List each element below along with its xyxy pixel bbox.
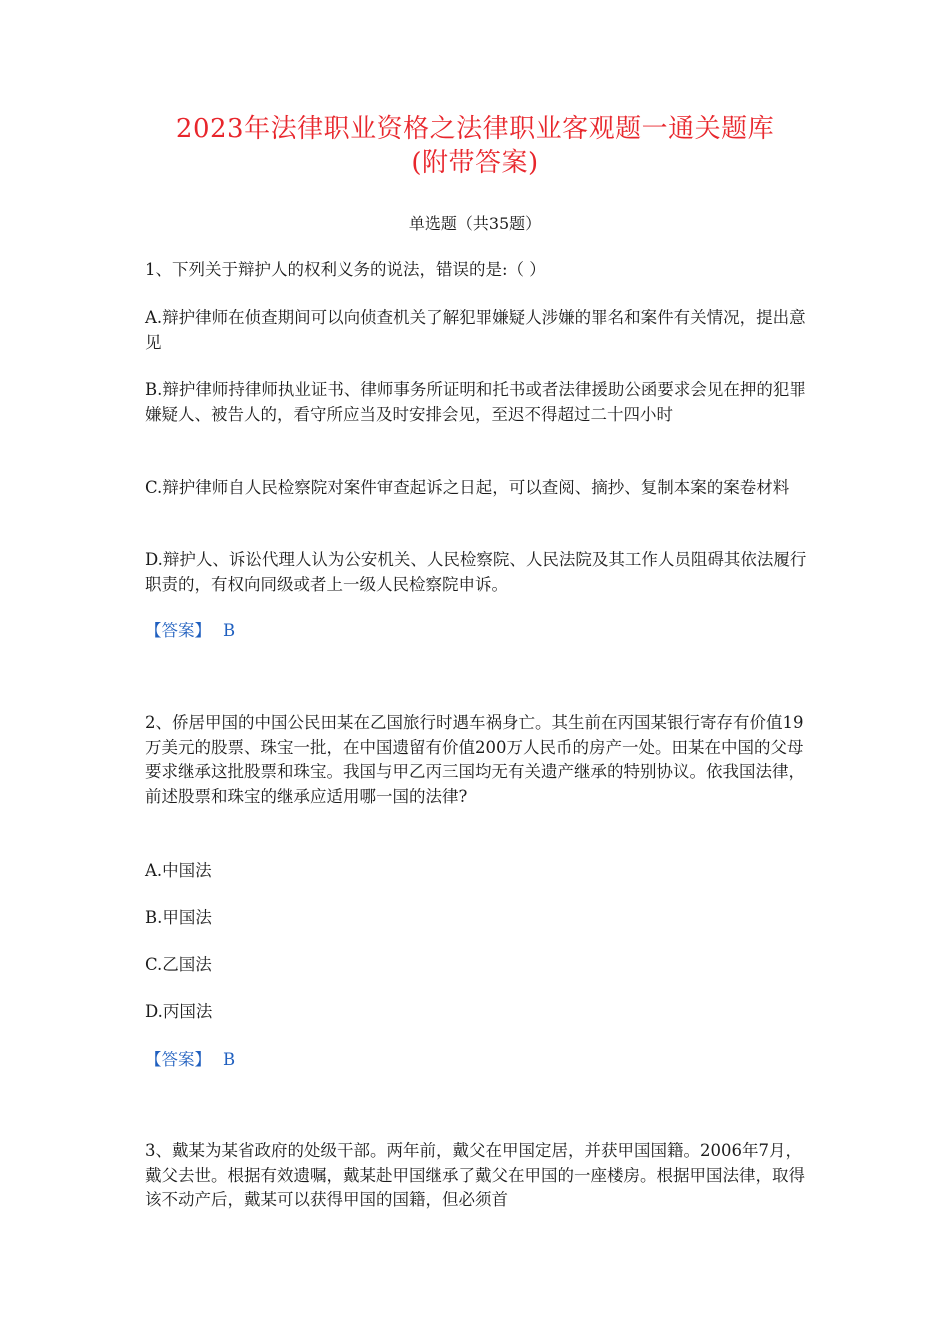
question-2-option-d: D.丙国法: [145, 1002, 213, 1021]
question-1-option-a: A.辩护律师在侦查期间可以向侦查机关了解犯罪嫌疑人涉嫌的罪名和案件有关情况，提出意见: [145, 308, 806, 352]
question-2-option-c: C.乙国法: [145, 955, 212, 974]
question-2-stem: 2、侨居甲国的中国公民田某在乙国旅行时遇车祸身亡。其生前在丙国某银行寄存有价值19万美元的股票、珠宝一批，在中国遗留有价值200万人民币的房产一处。田某在中国的父母要求继承这批股票和珠宝。我国与甲乙丙三国均无有关遗产继承的特别协议。依我国法律，前述股票和珠宝的继承应适用哪一国的法律?: [145, 713, 805, 806]
question-2-option-b: B.甲国法: [145, 908, 212, 927]
question-1-answer: [145, 619, 235, 643]
question-2-answer: [145, 1048, 235, 1072]
answer-label: 【答案】: [145, 1050, 211, 1069]
question-1-option-b: B.辩护律师持律师执业证书、律师事务所证明和托书或者法律援助公函要求会见在押的犯罪嫌疑人、被告人的，看守所应当及时安排会见，至迟不得超过二十四小时: [145, 380, 806, 424]
question-3-stem: 3、戴某为某省政府的处级干部。两年前，戴父在甲国定居，并获甲国国籍。2006年7月，戴父去世。根据有效遗嘱，戴某赴甲国继承了戴父在甲国的一座楼房。根据甲国法律，取得该不动产后，戴某可以获得甲国的国籍，但必须首: [145, 1141, 805, 1209]
question-2-option-a: A.中国法: [145, 861, 212, 880]
answer-label: 【答案】: [145, 621, 211, 640]
question-1-stem: 1、下列关于辩护人的权利义务的说法，错误的是:（ ）: [145, 260, 546, 279]
document-subtitle: (附带答案): [411, 148, 539, 178]
answer-value: B: [223, 1050, 236, 1069]
document-title: 2023年法律职业资格之法律职业客观题一通关题库: [175, 114, 775, 144]
question-1-option-d: D.辩护人、诉讼代理人认为公安机关、人民检察院、人民法院及其工作人员阻碍其依法履行职责的，有权向同级或者上一级人民检察院申诉。: [145, 550, 807, 594]
answer-value: B: [223, 621, 236, 640]
question-1-option-c: C.辩护律师自人民检察院对案件审查起诉之日起，可以查阅、摘抄、复制本案的案卷材料: [145, 478, 790, 497]
section-heading: 单选题（共35题）: [408, 214, 542, 233]
